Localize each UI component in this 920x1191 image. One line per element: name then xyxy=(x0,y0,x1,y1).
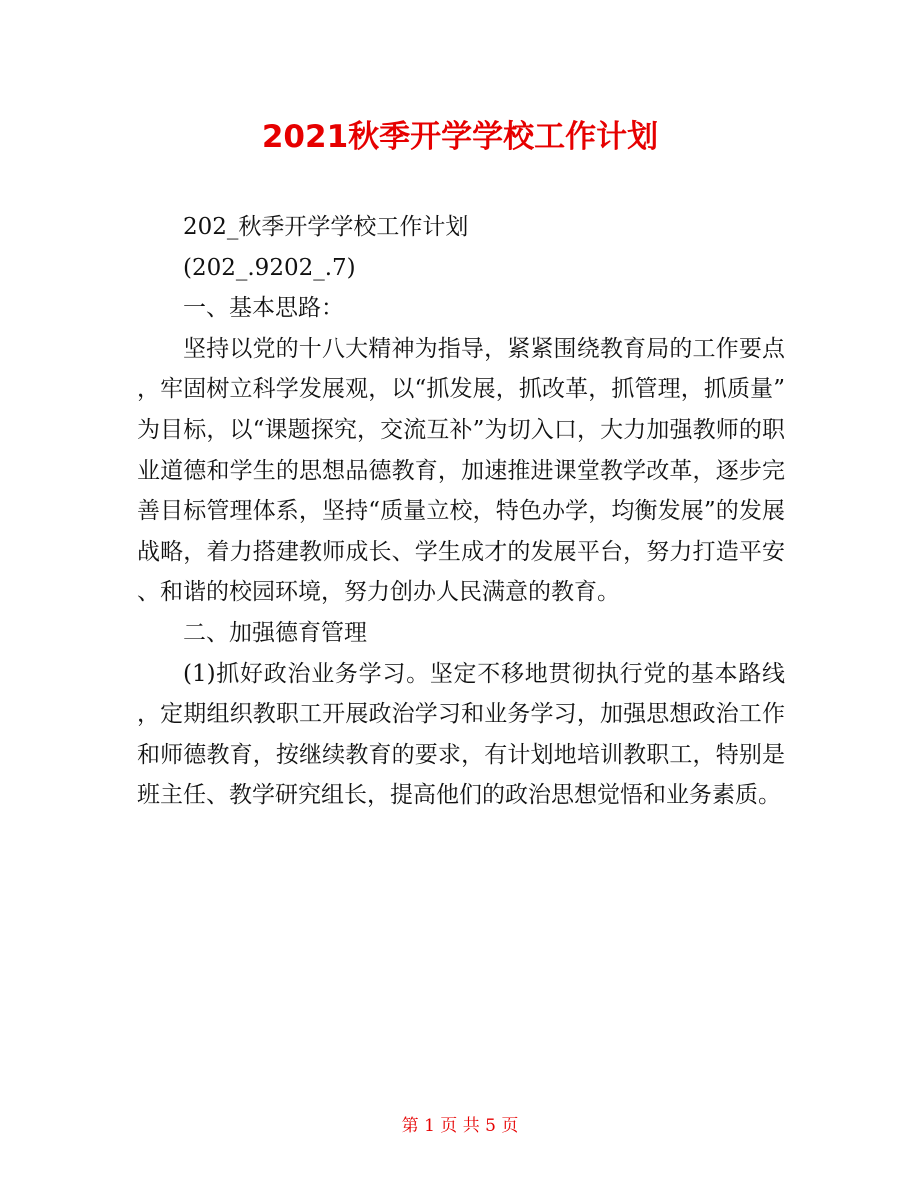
section-heading-moral-education: 二、加强德育管理 xyxy=(183,619,367,646)
basic-ideas-paragraph: 坚持以党的十八大精神为指导，紧紧围绕教育局的工作要点，牢固树立科学发展观，以“抓发展，抓改革，抓管理，抓质量”为目标，以“课题探究，交流互补”为切入口，大力加强教师的职业道德和学生的思想品德教育，加速推进课堂教学改革，逐步完善目标管理体系，坚持“质量立校，特色办学，均衡发展”的发展战略，着力搭建教师成长、学生成才的发展平台，努力打造平安、和谐的校园环境，努力创办人民满意的教育。 xyxy=(137,335,785,606)
document-body xyxy=(137,207,785,816)
political-study-paragraph: (1)抓好政治业务学习。坚定不移地贯彻执行党的基本路线，定期组织教职工开展政治学习和业务学习，加强思想政治工作和师德教育，按继续教育的要求，有计划地培训教职工，特别是班主任、教学研究组长，提高他们的政治思想觉悟和业务素质。 xyxy=(137,660,785,809)
date-range-paragraph: (202_.9202_.7) xyxy=(183,254,356,281)
document-title: 2021秋季开学学校工作计划 xyxy=(261,119,659,155)
subtitle-paragraph: 202_秋季开学学校工作计划 xyxy=(183,214,469,240)
section-heading-basic-ideas: 一、基本思路： xyxy=(183,295,344,322)
page-number-footer: 第 1 页 共 5 页 xyxy=(401,1116,519,1136)
